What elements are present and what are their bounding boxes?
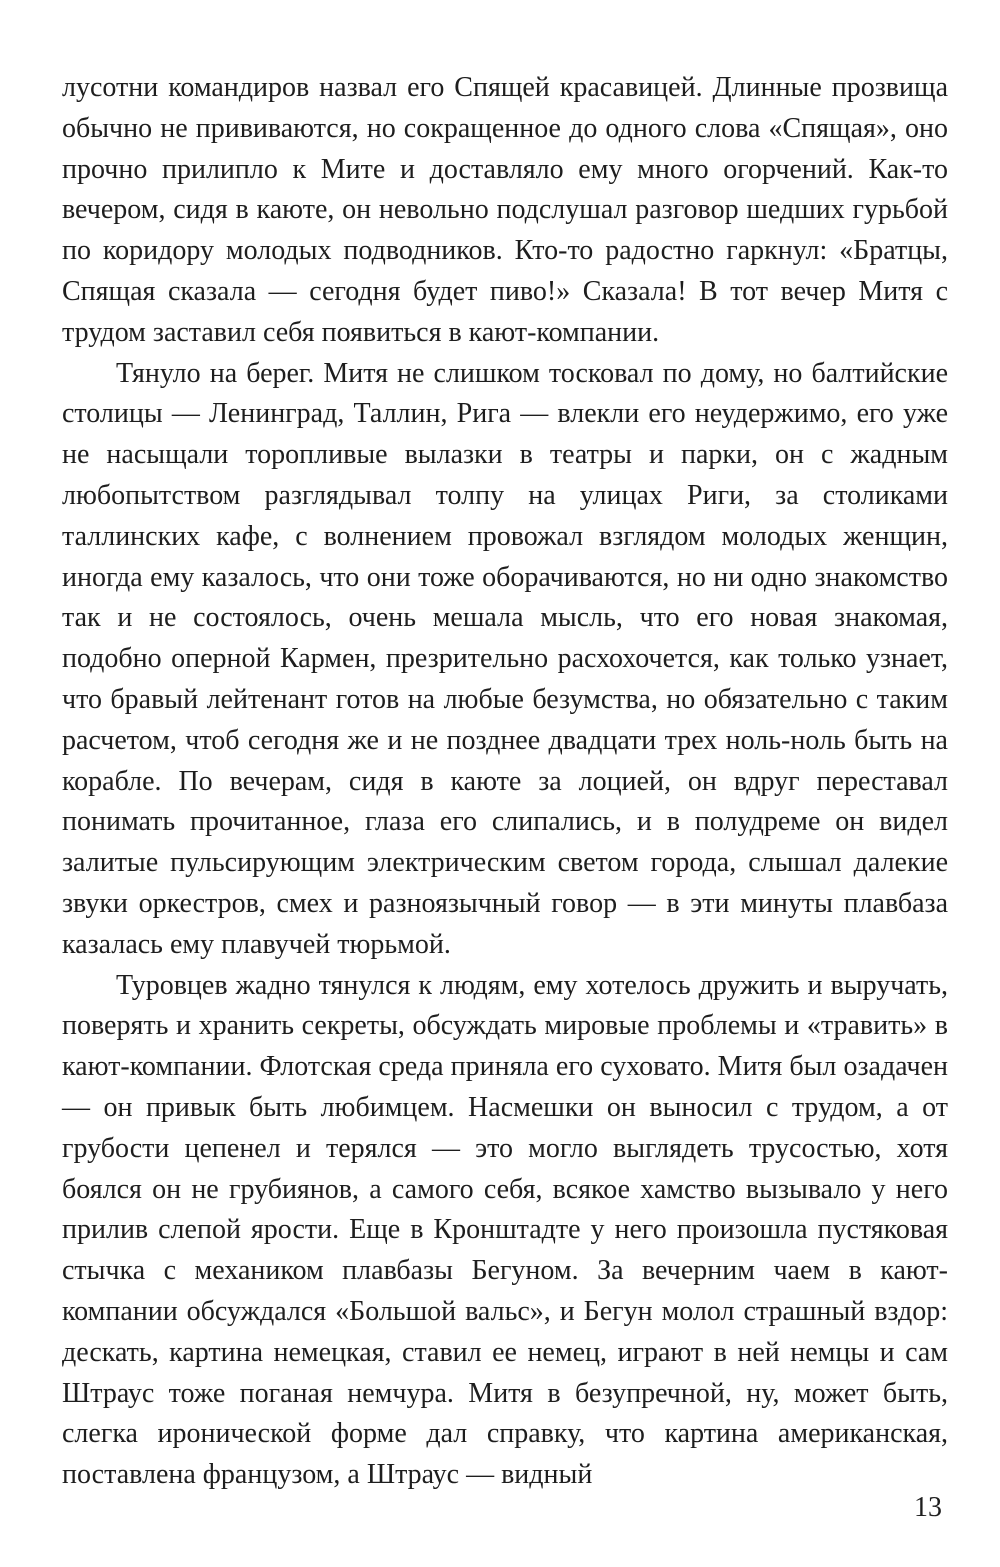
page-number: 13 [914,1492,942,1523]
body-text [62,68,948,1496]
paragraph-2: Тянуло на берег. Митя не слишком тосковал по дому, но балтийские столицы — Ленинград, Таллин, Рига — влекли его неудержимо, его уже не насыщали торопливые вылазки в театры и парки, он с жадным любопытством разглядывал толпу на улицах Риги, за столиками таллинских кафе, с волнением провожал взглядом молодых женщин, иногда ему казалось, что они тоже оборачиваются, но ни одно знакомство так и не состоялось, очень мешала мысль, что его новая знакомая, подобно оперной Кармен, презрительно расхохочется, как только узнает, что бравый лейтенант готов на любые безумства, но обязательно с таким расчетом, чтоб сегодня же и не позднее двадцати трех ноль-ноль быть на корабле. По вечерам, сидя в каюте за лоцией, он вдруг переставал понимать прочитанное, глаза его слипались, и в полудреме он видел залитые пульсирующим электрическим светом города, слышал далекие звуки оркестров, смех и разноязычный говор — в эти минуты плавбаза казалась ему плавучей тюрьмой. [62,357,948,960]
paragraph-3: Туровцев жадно тянулся к людям, ему хотелось дружить и выручать, поверять и хранить секреты, обсуждать мировые проблемы и «травить» в кают-компании. Флотская среда приняла его суховато. Митя был озадачен — он привык быть любимцем. Насмешки он выносил с трудом, а от грубости цепенел и терялся — это могло выглядеть трусостью, хотя боялся он не грубиянов, а самого себя, всякое хамство вызывало у него прилив слепой ярости. Еще в Кронштадте у него произошла пустяковая стычка с механиком плавбазы Бегуном. За вечерним чаем в кают-компании обсуждался «Большой вальс», и Бегун молол страшный вздор: дескать, картина немецкая, ставил ее немец, играют в ней немцы и сам Штраус тоже поганая немчура. Митя в безупречной, ну, может быть, слегка иронической форме дал справку, что картина американская, поставлена французом, а Штраус — видный [62,969,948,1491]
paragraph-1: лусотни командиров назвал его Спящей красавицей. Длинные прозвища обычно не прививаются, но сокращенное до одного слова «Спящая», оно прочно прилипло к Мите и доставляло ему много огорчений. Как-то вечером, сидя в каюте, он невольно подслушал разговор шедших гурьбой по коридору молодых подводников. Кто-то радостно гаркнул: «Братцы, Спящая сказала — сегодня будет пиво!» Сказала! В тот вечер Митя с трудом заставил себя появиться в кают-компании. [62,72,948,348]
